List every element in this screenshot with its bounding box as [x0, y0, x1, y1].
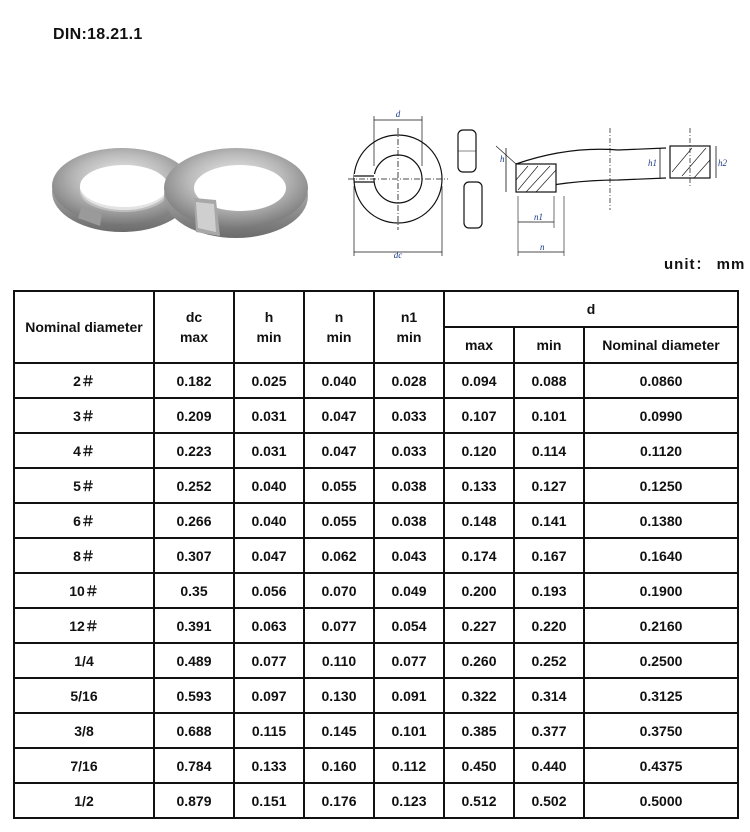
- table-cell: 0.127: [514, 468, 584, 503]
- table-cell: 0.1120: [584, 433, 738, 468]
- table-cell: 0.200: [444, 573, 514, 608]
- table-cell: 0.077: [304, 608, 374, 643]
- table-cell: 0.088: [514, 363, 584, 398]
- table-cell: 0.220: [514, 608, 584, 643]
- table-cell: 0.176: [304, 783, 374, 818]
- table-cell: 0.063: [234, 608, 304, 643]
- table-cell: 0.107: [444, 398, 514, 433]
- section-view: [496, 128, 716, 256]
- table-cell: 3/8: [14, 713, 154, 748]
- table-cell: 0.047: [304, 433, 374, 468]
- table-cell: 0.031: [234, 398, 304, 433]
- table-cell: 0.1380: [584, 503, 738, 538]
- table-cell: 0.252: [154, 468, 234, 503]
- table-cell: 5/16: [14, 678, 154, 713]
- table-row: [14, 783, 738, 818]
- table-cell: 0.077: [234, 643, 304, 678]
- table-row: [14, 433, 738, 468]
- table-cell: 1/2: [14, 783, 154, 818]
- table-cell: 0.070: [304, 573, 374, 608]
- dimension-table: [13, 290, 739, 819]
- table-cell: 0.047: [304, 398, 374, 433]
- table-cell: 0.054: [374, 608, 444, 643]
- table-cell: 0.094: [444, 363, 514, 398]
- table-cell: 0.227: [444, 608, 514, 643]
- table-cell: 0.141: [514, 503, 584, 538]
- table-cell: 0.4375: [584, 748, 738, 783]
- table-cell: 0.028: [374, 363, 444, 398]
- label-h1: h1: [648, 158, 657, 168]
- table-cell: 0.3125: [584, 678, 738, 713]
- table-cell: 0.130: [304, 678, 374, 713]
- table-cell: 0.115: [234, 713, 304, 748]
- table-cell: 0.879: [154, 783, 234, 818]
- table-cell: 0.055: [304, 468, 374, 503]
- table-cell: 0.101: [374, 713, 444, 748]
- table-row: [14, 748, 738, 783]
- table-row: [14, 678, 738, 713]
- table-cell: 0.031: [234, 433, 304, 468]
- table-cell: 0.033: [374, 433, 444, 468]
- unit-label: unit： mm: [664, 256, 746, 273]
- table-cell: 0.377: [514, 713, 584, 748]
- side-view: [458, 130, 482, 228]
- table-cell: 0.112: [374, 748, 444, 783]
- header-dc: dc max: [154, 291, 234, 363]
- table-cell: 0.193: [514, 573, 584, 608]
- table-cell: 0.097: [234, 678, 304, 713]
- table-cell: 0.033: [374, 398, 444, 433]
- table-cell: 0.151: [234, 783, 304, 818]
- table-cell: 0.043: [374, 538, 444, 573]
- label-dc: dc: [393, 250, 403, 260]
- table-cell: 12＃: [14, 608, 154, 643]
- table-cell: 0.091: [374, 678, 444, 713]
- table-cell: 0.055: [304, 503, 374, 538]
- washer-photo: [44, 136, 312, 246]
- table-cell: 0.047: [234, 538, 304, 573]
- table-cell: 0.0990: [584, 398, 738, 433]
- table-cell: 0.110: [304, 643, 374, 678]
- table-cell: 8＃: [14, 538, 154, 573]
- label-h: h: [500, 154, 505, 164]
- table-cell: 6＃: [14, 503, 154, 538]
- label-h2: h2: [718, 158, 727, 168]
- table-cell: 0.114: [514, 433, 584, 468]
- table-cell: 0.2500: [584, 643, 738, 678]
- header-nominal-diameter: Nominal diameter: [14, 291, 154, 363]
- table-cell: 0.252: [514, 643, 584, 678]
- table-cell: 0.489: [154, 643, 234, 678]
- table-cell: 0.35: [154, 573, 234, 608]
- table-cell: 0.314: [514, 678, 584, 713]
- table-cell: 0.266: [154, 503, 234, 538]
- table-cell: 0.688: [154, 713, 234, 748]
- table-cell: 0.3750: [584, 713, 738, 748]
- table-cell: 0.040: [234, 503, 304, 538]
- header-d-nominal: Nominal diameter: [584, 327, 738, 363]
- table-cell: 0.148: [444, 503, 514, 538]
- table-cell: 0.038: [374, 503, 444, 538]
- table-cell: 0.502: [514, 783, 584, 818]
- header-d-max: max: [444, 327, 514, 363]
- table-row: [14, 538, 738, 573]
- table-cell: 0.101: [514, 398, 584, 433]
- table-cell: 5＃: [14, 468, 154, 503]
- table-cell: 0.167: [514, 538, 584, 573]
- table-cell: 0.593: [154, 678, 234, 713]
- table-cell: 0.040: [304, 363, 374, 398]
- header-n1: n1 min: [374, 291, 444, 363]
- header-h: h min: [234, 291, 304, 363]
- table-cell: 3＃: [14, 398, 154, 433]
- label-n: n: [540, 242, 545, 252]
- table-cell: 0.784: [154, 748, 234, 783]
- table-cell: 0.120: [444, 433, 514, 468]
- table-cell: 0.2160: [584, 608, 738, 643]
- table-cell: 0.077: [374, 643, 444, 678]
- page-title: DIN:18.21.1: [53, 26, 143, 43]
- header-n: n min: [304, 291, 374, 363]
- table-row: [14, 643, 738, 678]
- table-cell: 0.512: [444, 783, 514, 818]
- header-d-min: min: [514, 327, 584, 363]
- table-cell: 0.1900: [584, 573, 738, 608]
- table-cell: 0.038: [374, 468, 444, 503]
- table-cell: 0.391: [154, 608, 234, 643]
- table-cell: 0.223: [154, 433, 234, 468]
- table-cell: 0.1640: [584, 538, 738, 573]
- table-cell: 0.049: [374, 573, 444, 608]
- table-row: [14, 398, 738, 433]
- label-d: d: [395, 109, 401, 119]
- table-row: [14, 468, 738, 503]
- table-cell: 0.040: [234, 468, 304, 503]
- header-d-group: d: [444, 291, 738, 327]
- table-cell: 0.307: [154, 538, 234, 573]
- table-cell: 4＃: [14, 433, 154, 468]
- table-cell: 0.440: [514, 748, 584, 783]
- label-n1: n1: [534, 212, 543, 222]
- table-cell: 1/4: [14, 643, 154, 678]
- table-cell: 0.025: [234, 363, 304, 398]
- table-cell: 0.133: [234, 748, 304, 783]
- table-cell: 0.123: [374, 783, 444, 818]
- table-cell: 0.385: [444, 713, 514, 748]
- table-row: [14, 713, 738, 748]
- table-cell: 0.062: [304, 538, 374, 573]
- table-row: [14, 363, 738, 398]
- table-cell: 0.322: [444, 678, 514, 713]
- washer-right: [164, 148, 308, 238]
- table-row: [14, 573, 738, 608]
- table-cell: 0.450: [444, 748, 514, 783]
- technical-drawing: [348, 106, 728, 264]
- table-cell: 0.160: [304, 748, 374, 783]
- table-row: [14, 608, 738, 643]
- table-cell: 0.056: [234, 573, 304, 608]
- table-cell: 0.260: [444, 643, 514, 678]
- table-cell: 0.0860: [584, 363, 738, 398]
- table-cell: 0.1250: [584, 468, 738, 503]
- table-cell: 10＃: [14, 573, 154, 608]
- table-cell: 0.182: [154, 363, 234, 398]
- table-row: [14, 503, 738, 538]
- table-cell: 0.209: [154, 398, 234, 433]
- front-view: [348, 116, 448, 256]
- table-cell: 0.133: [444, 468, 514, 503]
- table-cell: 0.5000: [584, 783, 738, 818]
- table-cell: 2＃: [14, 363, 154, 398]
- table-cell: 7/16: [14, 748, 154, 783]
- table-cell: 0.174: [444, 538, 514, 573]
- table-cell: 0.145: [304, 713, 374, 748]
